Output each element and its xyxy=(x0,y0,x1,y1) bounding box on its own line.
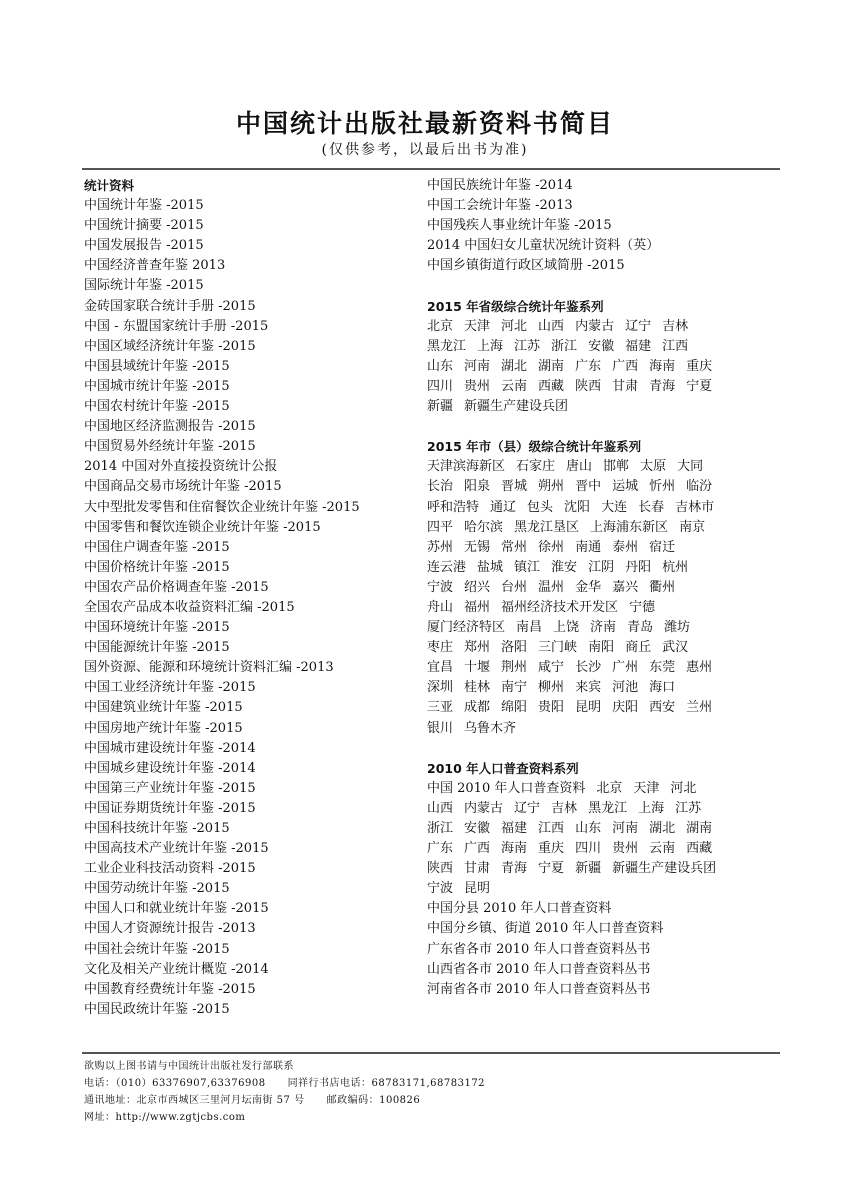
city-entry: 大同 xyxy=(677,459,704,475)
page-subtitle: (仅供参考，以最后出书为准) xyxy=(321,142,529,158)
city-entry: 海口 xyxy=(649,680,676,696)
city-entry: 上饶 xyxy=(553,620,580,636)
province-entry: 广东 xyxy=(575,358,602,374)
book-title: 中国发展报告 -2015 xyxy=(84,238,204,254)
mailing-address: 通讯地址：北京市西城区三里河月坛南街 57 号 xyxy=(84,1095,305,1106)
city-entry: 长沙 xyxy=(575,660,602,676)
city-entry: 临汾 xyxy=(686,479,713,495)
book-title: 中国工会统计年鉴 -2013 xyxy=(427,198,573,214)
province-entry: 黑龙江 xyxy=(427,338,467,354)
city-entry: 宁波 xyxy=(427,579,454,595)
book-title: 中国住户调查年鉴 -2015 xyxy=(84,539,230,555)
city-entry: 嘉兴 xyxy=(612,579,639,595)
census-region-entry: 内蒙古 xyxy=(464,800,504,816)
province-entry: 宁夏 xyxy=(686,378,713,394)
census-region-entry: 贵州 xyxy=(612,841,639,857)
city-entry: 太原 xyxy=(640,459,667,475)
province-entry: 云南 xyxy=(501,378,528,394)
city-entry: 银川 xyxy=(427,720,454,736)
city-entry: 杭州 xyxy=(662,559,689,575)
book-title: 山西省各市 2010 年人口普查资料丛书 xyxy=(427,961,651,977)
city-entry: 兰州 xyxy=(686,700,713,716)
province-row xyxy=(427,317,787,337)
city-entry: 沈阳 xyxy=(564,499,591,515)
province-row xyxy=(427,397,787,417)
city-entry: 荆州 xyxy=(501,660,528,676)
city-entry: 庆阳 xyxy=(612,700,639,716)
census-region-entry: 天津 xyxy=(633,780,660,796)
city-entry: 镇江 xyxy=(514,559,541,575)
book-title: 中国证券期货统计年鉴 -2015 xyxy=(84,800,256,816)
book-title: 中国社会统计年鉴 -2015 xyxy=(84,941,230,957)
book-title: 中国城乡建设统计年鉴 -2014 xyxy=(84,760,256,776)
census-region-entry: 北京 xyxy=(596,780,623,796)
city-entry: 江阴 xyxy=(588,559,615,575)
city-entry: 晋城 xyxy=(501,479,528,495)
provincial-yearbook-list xyxy=(427,317,787,417)
city-entry: 徐州 xyxy=(538,539,565,555)
census-region-entry: 昆明 xyxy=(464,881,491,897)
section-heading-census: 2010 年人口普查资料系列 xyxy=(427,760,579,776)
census-region-entry: 浙江 xyxy=(427,821,454,836)
census-region-entry: 福建 xyxy=(501,821,528,836)
census-region-entry: 宁波 xyxy=(427,881,454,897)
city-entry: 朔州 xyxy=(538,479,565,495)
city-entry: 福州经济技术开发区 xyxy=(501,599,619,615)
city-entry: 连云港 xyxy=(427,559,467,575)
province-entry: 北京 xyxy=(427,318,454,334)
province-entry: 湖北 xyxy=(501,358,528,374)
census-region-entry: 青海 xyxy=(501,861,528,877)
address-line xyxy=(84,1092,784,1109)
book-title: 中国教育经费统计年鉴 -2015 xyxy=(84,981,256,997)
census-region-entry: 陕西 xyxy=(427,861,454,877)
city-entry: 广州 xyxy=(612,660,639,676)
province-row xyxy=(427,357,787,377)
city-entry: 南通 xyxy=(575,539,602,555)
census-region-entry: 江苏 xyxy=(675,800,702,816)
book-title: 中国建筑业统计年鉴 -2015 xyxy=(84,700,243,716)
city-entry: 河池 xyxy=(612,680,639,696)
book-title: 中国人才资源统计报告 -2013 xyxy=(84,921,256,937)
city-entry: 南京 xyxy=(679,519,706,535)
city-row xyxy=(427,457,787,477)
city-entry: 台州 xyxy=(501,579,528,595)
city-entry: 青岛 xyxy=(627,620,654,636)
province-entry: 西藏 xyxy=(538,378,565,394)
city-entry: 邯郸 xyxy=(603,459,630,475)
province-entry: 新疆 xyxy=(427,399,454,415)
city-entry: 通辽 xyxy=(490,499,517,515)
census-region-entry: 湖北 xyxy=(649,821,676,836)
city-entry: 宿迁 xyxy=(649,539,676,555)
city-entry: 咸宁 xyxy=(538,660,565,676)
census-region-entry: 中国 2010 年人口普查资料 xyxy=(427,780,586,796)
phone-numbers: 电话：（010）63376907,63376908 xyxy=(84,1078,266,1089)
province-entry: 浙江 xyxy=(551,338,578,354)
city-row xyxy=(427,678,787,698)
city-entry: 衢州 xyxy=(649,579,676,595)
section-heading-statistics: 统计资料 xyxy=(84,178,135,193)
book-title: 中国城市建设统计年鉴 -2014 xyxy=(84,740,256,756)
province-entry: 河北 xyxy=(501,318,528,334)
census-book-list xyxy=(427,899,787,999)
city-entry: 福州 xyxy=(464,599,491,615)
census-region-entry: 广西 xyxy=(464,841,491,857)
province-entry: 上海 xyxy=(477,338,504,354)
city-entry: 洛阳 xyxy=(501,640,528,656)
city-row xyxy=(427,477,787,497)
city-entry: 南昌 xyxy=(516,620,543,636)
book-title: 中国民族统计年鉴 -2014 xyxy=(427,178,573,193)
city-entry: 东莞 xyxy=(649,660,676,676)
city-entry: 柳州 xyxy=(538,680,565,696)
census-region-entry: 上海 xyxy=(638,800,665,816)
census-region-entry: 湖南 xyxy=(686,821,713,836)
province-entry: 重庆 xyxy=(686,358,713,374)
province-entry: 河南 xyxy=(464,358,491,374)
city-entry: 唐山 xyxy=(566,459,593,475)
census-region-row xyxy=(427,839,787,859)
left-column xyxy=(84,176,414,1020)
census-region-entry: 河北 xyxy=(670,780,697,796)
city-row xyxy=(427,598,787,618)
census-region-entry: 广东 xyxy=(427,841,454,857)
province-entry: 甘肃 xyxy=(612,378,639,394)
book-title: 中国价格统计年鉴 -2015 xyxy=(84,559,230,575)
city-entry: 绍兴 xyxy=(464,579,491,595)
book-title: 中国人口和就业统计年鉴 -2015 xyxy=(84,901,269,917)
city-entry: 舟山 xyxy=(427,599,454,615)
census-region-entry: 四川 xyxy=(575,841,602,857)
census-region-entry: 黑龙江 xyxy=(588,800,628,816)
census-region-entry: 河南 xyxy=(612,821,639,836)
city-entry: 郑州 xyxy=(464,640,491,656)
city-row xyxy=(427,578,787,598)
province-entry: 吉林 xyxy=(662,318,689,334)
city-entry: 阳泉 xyxy=(464,479,491,495)
census-region-row xyxy=(427,819,787,839)
city-row xyxy=(427,498,787,518)
city-entry: 淮安 xyxy=(551,559,578,575)
city-entry: 长春 xyxy=(638,499,665,515)
book-title: 中国经济普查年鉴 2013 xyxy=(84,258,226,274)
book-title: 中国统计年鉴 -2015 xyxy=(84,198,204,214)
book-title: 国际统计年鉴 -2015 xyxy=(84,278,204,294)
book-title: 中国乡镇街道行政区域简册 -2015 xyxy=(427,258,625,274)
census-region-row xyxy=(427,779,787,799)
city-entry: 石家庄 xyxy=(516,459,556,475)
city-entry: 南阳 xyxy=(588,640,615,656)
bookstore-phone: 同祥行书店电话：68783171,68783172 xyxy=(287,1078,486,1089)
right-column xyxy=(427,176,787,1000)
book-title: 中国商品交易市场统计年鉴 -2015 xyxy=(84,479,282,495)
contact-footer xyxy=(84,1058,784,1126)
city-entry: 金华 xyxy=(575,579,602,595)
city-entry: 大连 xyxy=(601,499,628,515)
city-entry: 上海浦东新区 xyxy=(590,519,669,535)
province-row xyxy=(427,337,787,357)
city-entry: 来宾 xyxy=(575,680,602,696)
province-entry: 海南 xyxy=(649,358,676,374)
city-entry: 泰州 xyxy=(612,539,639,555)
census-region-entry: 新疆生产建设兵团 xyxy=(612,861,717,877)
purchase-note: 欲购以上图书请与中国统计出版社发行部联系 xyxy=(84,1061,294,1072)
book-title: 中国工业经济统计年鉴 -2015 xyxy=(84,680,256,696)
book-list-left xyxy=(84,196,414,1020)
census-region-entry: 重庆 xyxy=(538,841,565,857)
city-entry: 苏州 xyxy=(427,539,454,555)
census-region-entry: 山东 xyxy=(575,821,602,836)
book-title: 中国县域统计年鉴 -2015 xyxy=(84,358,230,374)
book-title: 大中型批发零售和住宿餐饮企业统计年鉴 -2015 xyxy=(84,499,360,515)
city-entry: 成都 xyxy=(464,700,491,716)
province-entry: 青海 xyxy=(649,378,676,394)
city-entry: 西安 xyxy=(649,700,676,716)
census-region-entry: 山西 xyxy=(427,800,454,816)
city-entry: 盐城 xyxy=(477,559,504,575)
city-entry: 四平 xyxy=(427,519,454,535)
province-entry: 广西 xyxy=(612,358,639,374)
book-title: 河南省各市 2010 年人口普查资料丛书 xyxy=(427,981,651,997)
province-entry: 新疆生产建设兵团 xyxy=(464,399,569,415)
province-entry: 江西 xyxy=(662,338,689,354)
census-region-entry: 辽宁 xyxy=(514,800,541,816)
city-row xyxy=(427,658,787,678)
city-entry: 绵阳 xyxy=(501,700,528,716)
city-entry: 宁德 xyxy=(629,599,656,615)
phone-line xyxy=(84,1075,784,1092)
page-title: 中国统计出版社最新资料书简目 xyxy=(235,109,614,138)
city-entry: 丹阳 xyxy=(625,559,652,575)
census-region-entry: 西藏 xyxy=(686,841,713,857)
city-entry: 潍坊 xyxy=(664,620,691,636)
city-entry: 南宁 xyxy=(501,680,528,696)
census-region-row xyxy=(427,859,787,879)
city-entry: 晋中 xyxy=(575,479,602,495)
city-entry: 昆明 xyxy=(575,700,602,716)
city-yearbook-list xyxy=(427,457,787,738)
census-region-entry: 云南 xyxy=(649,841,676,857)
city-entry: 乌鲁木齐 xyxy=(464,720,517,736)
city-row xyxy=(427,538,787,558)
province-entry: 陕西 xyxy=(575,378,602,394)
book-title: 中国残疾人事业统计年鉴 -2015 xyxy=(427,218,612,234)
province-entry: 辽宁 xyxy=(625,318,652,334)
book-title: 中国房地产统计年鉴 -2015 xyxy=(84,720,243,736)
census-region-entry: 甘肃 xyxy=(464,861,491,877)
city-entry: 黑龙江垦区 xyxy=(514,519,580,535)
city-entry: 商丘 xyxy=(625,640,652,656)
top-divider xyxy=(82,168,780,170)
census-region-list xyxy=(427,779,787,900)
book-title: 金砖国家联合统计手册 -2015 xyxy=(84,298,256,314)
city-entry: 吉林市 xyxy=(675,499,715,515)
province-entry: 福建 xyxy=(625,338,652,354)
city-entry: 三亚 xyxy=(427,700,454,716)
province-entry: 山东 xyxy=(427,358,454,374)
book-title: 2014 中国对外直接投资统计公报 xyxy=(84,459,278,475)
book-list-right-top xyxy=(427,176,787,276)
book-title: 中国分乡镇、街道 2010 年人口普查资料 xyxy=(427,921,664,937)
book-title: 中国零售和餐饮连锁企业统计年鉴 -2015 xyxy=(84,519,321,535)
city-entry: 三门峡 xyxy=(538,640,578,656)
census-region-entry: 新疆 xyxy=(575,861,602,877)
book-title: 中国民政统计年鉴 -2015 xyxy=(84,1001,230,1017)
city-entry: 长治 xyxy=(427,479,454,495)
city-entry: 常州 xyxy=(501,539,528,555)
census-region-row xyxy=(427,879,787,899)
province-entry: 贵州 xyxy=(464,378,491,394)
city-row xyxy=(427,698,787,718)
city-entry: 包头 xyxy=(527,499,554,515)
province-entry: 江苏 xyxy=(514,338,541,354)
book-title: 中国地区经济监测报告 -2015 xyxy=(84,419,256,435)
city-entry: 温州 xyxy=(538,579,565,595)
city-entry: 宜昌 xyxy=(427,660,454,676)
city-entry: 厦门经济特区 xyxy=(427,620,506,636)
book-title: 中国区域经济统计年鉴 -2015 xyxy=(84,338,256,354)
city-entry: 贵阳 xyxy=(538,700,565,716)
census-region-entry: 江西 xyxy=(538,821,565,836)
book-title: 中国环境统计年鉴 -2015 xyxy=(84,620,230,636)
book-title: 工业企业科技活动资料 -2015 xyxy=(84,861,256,877)
bottom-divider xyxy=(82,1052,780,1054)
city-entry: 惠州 xyxy=(686,660,713,676)
city-entry: 忻州 xyxy=(649,479,676,495)
book-title: 中国农产品价格调查年鉴 -2015 xyxy=(84,579,269,595)
city-entry: 运城 xyxy=(612,479,639,495)
province-entry: 湖南 xyxy=(538,358,565,374)
province-entry: 内蒙古 xyxy=(575,318,615,334)
city-entry: 十堰 xyxy=(464,660,491,676)
book-title: 中国科技统计年鉴 -2015 xyxy=(84,821,230,836)
census-region-entry: 安徽 xyxy=(464,821,491,836)
census-region-entry: 吉林 xyxy=(551,800,578,816)
section-heading-city: 2015 年市（县）级综合统计年鉴系列 xyxy=(427,439,642,455)
book-title: 中国贸易外经统计年鉴 -2015 xyxy=(84,439,256,455)
city-entry: 天津滨海新区 xyxy=(427,459,506,475)
city-row xyxy=(427,618,787,638)
city-entry: 深圳 xyxy=(427,680,454,696)
city-row xyxy=(427,558,787,578)
city-entry: 枣庄 xyxy=(427,640,454,656)
website-link[interactable]: 网址：http://www.zgtjcbs.com xyxy=(84,1112,246,1123)
city-entry: 无锡 xyxy=(464,539,491,555)
book-title: 2014 中国妇女儿童状况统计资料（英） xyxy=(427,238,660,254)
city-entry: 哈尔滨 xyxy=(464,519,504,535)
city-entry: 桂林 xyxy=(464,680,491,696)
book-title: 中国第三产业统计年鉴 -2015 xyxy=(84,780,256,796)
province-entry: 天津 xyxy=(464,318,491,334)
city-row xyxy=(427,719,787,739)
province-entry: 山西 xyxy=(538,318,565,334)
book-title: 中国 - 东盟国家统计手册 -2015 xyxy=(84,318,269,334)
book-title: 全国农产品成本收益资料汇编 -2015 xyxy=(84,599,295,615)
city-row xyxy=(427,638,787,658)
postcode: 邮政编码：100826 xyxy=(326,1095,421,1106)
book-title: 中国劳动统计年鉴 -2015 xyxy=(84,881,230,897)
book-title: 文化及相关产业统计概览 -2014 xyxy=(84,961,269,977)
city-row xyxy=(427,518,787,538)
province-entry: 安徽 xyxy=(588,338,615,354)
book-title: 中国城市统计年鉴 -2015 xyxy=(84,378,230,394)
book-title: 中国统计摘要 -2015 xyxy=(84,218,204,234)
book-title: 中国农村统计年鉴 -2015 xyxy=(84,399,230,415)
book-title: 中国能源统计年鉴 -2015 xyxy=(84,640,230,656)
book-title: 国外资源、能源和环境统计资料汇编 -2013 xyxy=(84,660,334,676)
city-entry: 呼和浩特 xyxy=(427,499,480,515)
book-title: 中国分县 2010 年人口普查资料 xyxy=(427,901,612,917)
city-entry: 武汉 xyxy=(662,640,689,656)
book-title: 广东省各市 2010 年人口普查资料丛书 xyxy=(427,941,651,957)
section-heading-provincial: 2015 年省级综合统计年鉴系列 xyxy=(427,298,604,314)
province-entry: 四川 xyxy=(427,378,454,394)
book-title: 中国高技术产业统计年鉴 -2015 xyxy=(84,841,269,857)
city-entry: 济南 xyxy=(590,620,617,636)
census-region-entry: 海南 xyxy=(501,841,528,857)
census-region-entry: 宁夏 xyxy=(538,861,565,877)
census-region-row xyxy=(427,799,787,819)
province-row xyxy=(427,377,787,397)
